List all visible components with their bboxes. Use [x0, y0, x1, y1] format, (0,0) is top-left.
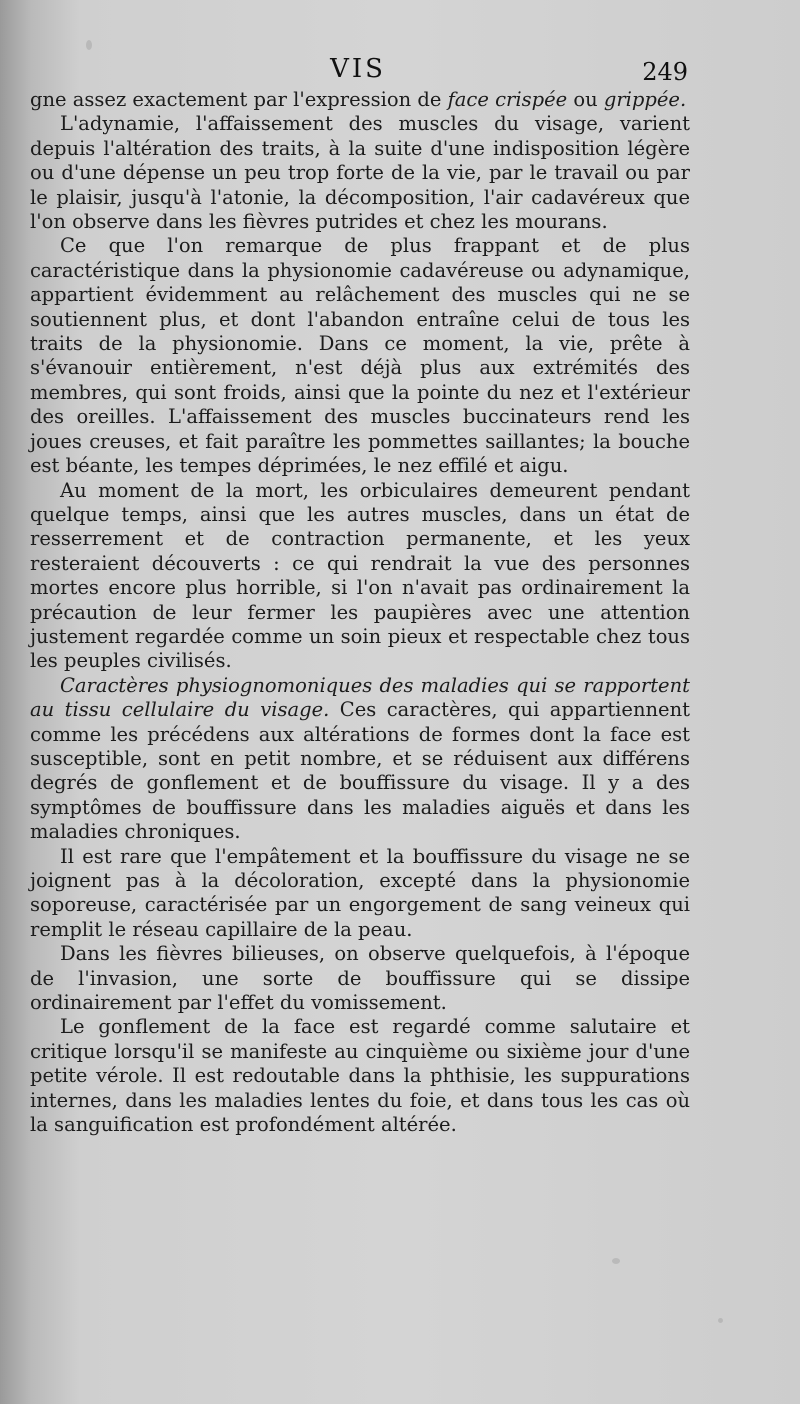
text-run: L'adynamie, l'affaissement des muscles du visage, varient depuis l'altération des traits, à la suite d'une indisposition légère ou d'une dépense un peu trop forte de la vie, par le travail ou par le plaisir, jusqu'à l'atonie, la décomposition, l'air cadavéreux que l'on observe dans les fièvres putrides et chez les mourans.	[30, 112, 690, 234]
italic-text: face crispée	[447, 88, 568, 111]
running-head: VIS	[330, 54, 386, 84]
paragraph	[30, 674, 690, 845]
text-run: ou	[567, 88, 604, 111]
italic-text: Caractères physiognomoniques des maladies qui se rapportent au tissu cellulaire du visage.	[30, 673, 690, 722]
text-run: Il est rare que l'empâtement et la bouffissure du visage ne se joignent pas à la décoloration, excepté dans la physionomie soporeuse, caractérisée par un engorgement de sang veineux qui remplit le réseau capillaire de la peau.	[30, 844, 690, 941]
text-run: Au moment de la mort, les orbiculaires demeurent pendant quelque temps, ainsi que les autres muscles, dans un état de resserrement et de contraction permanente, et les yeux resteraient découverts : ce qui rendrait la vue des personnes mortes encore plus horrible, si l'on n'avait pas ordinairement la précaution de leur fermer les paupières avec une attention justement regardée comme un soin pieux et respectable chez tous les peuples civilisés.	[30, 478, 690, 673]
paragraph	[30, 479, 690, 674]
paragraph	[30, 234, 690, 478]
paragraph	[30, 88, 690, 112]
text-run: gne assez exactement par l'expression de	[30, 88, 448, 111]
paragraph	[30, 1015, 690, 1137]
body-text	[30, 88, 690, 1137]
text-run: Ce que l'on remarque de plus frappant et de plus caractéristique dans la physionomie cadavéreuse ou adynamique, appartient évidemment au relâchement des muscles qui ne se soutiennent plus, et dont l'abandon entraîne celui de tous les traits de la physionomie. Dans ce moment, la vie, prête à s'évanouir entièrement, n'est déjà plus aux extrémités des membres, qui sont froids, ainsi que la pointe du nez et l'extérieur des oreilles. L'affaissement des muscles buccinateurs rend les joues creuses, et fait paraître les pommettes saillantes; la bouche est béante, les tempes déprimées, le nez effilé et aigu.	[30, 234, 690, 478]
text-run: Dans les fièvres bilieuses, on observe quelquefois, à l'époque de l'invasion, une sorte de bouffissure qui se dissipe ordinairement par l'effet du vomissement.	[30, 942, 690, 1015]
paragraph	[30, 942, 690, 1015]
italic-text: grippée.	[603, 88, 687, 111]
text-run: Ces caractères, qui appartiennent comme les précédens aux altérations de formes dont la face est susceptible, sont en petit nombre, et se réduisent aux différens degrés de gonflement et de bouffissure du visage. Il y a des symptômes de bouffissure dans les maladies aiguës et dans les maladies chroniques.	[30, 698, 690, 844]
paragraph	[30, 112, 690, 234]
page-number: 249	[642, 58, 688, 86]
text-run: Le gonflement de la face est regardé comme salutaire et critique lorsqu'il se manifeste au cinquième ou sixième jour d'une petite vérole. Il est redoutable dans la phthisie, les suppurations internes, dans les maladies lentes du foie, et dans tous les cas où la sanguification est profondément altérée.	[30, 1015, 690, 1137]
paragraph	[30, 845, 690, 943]
